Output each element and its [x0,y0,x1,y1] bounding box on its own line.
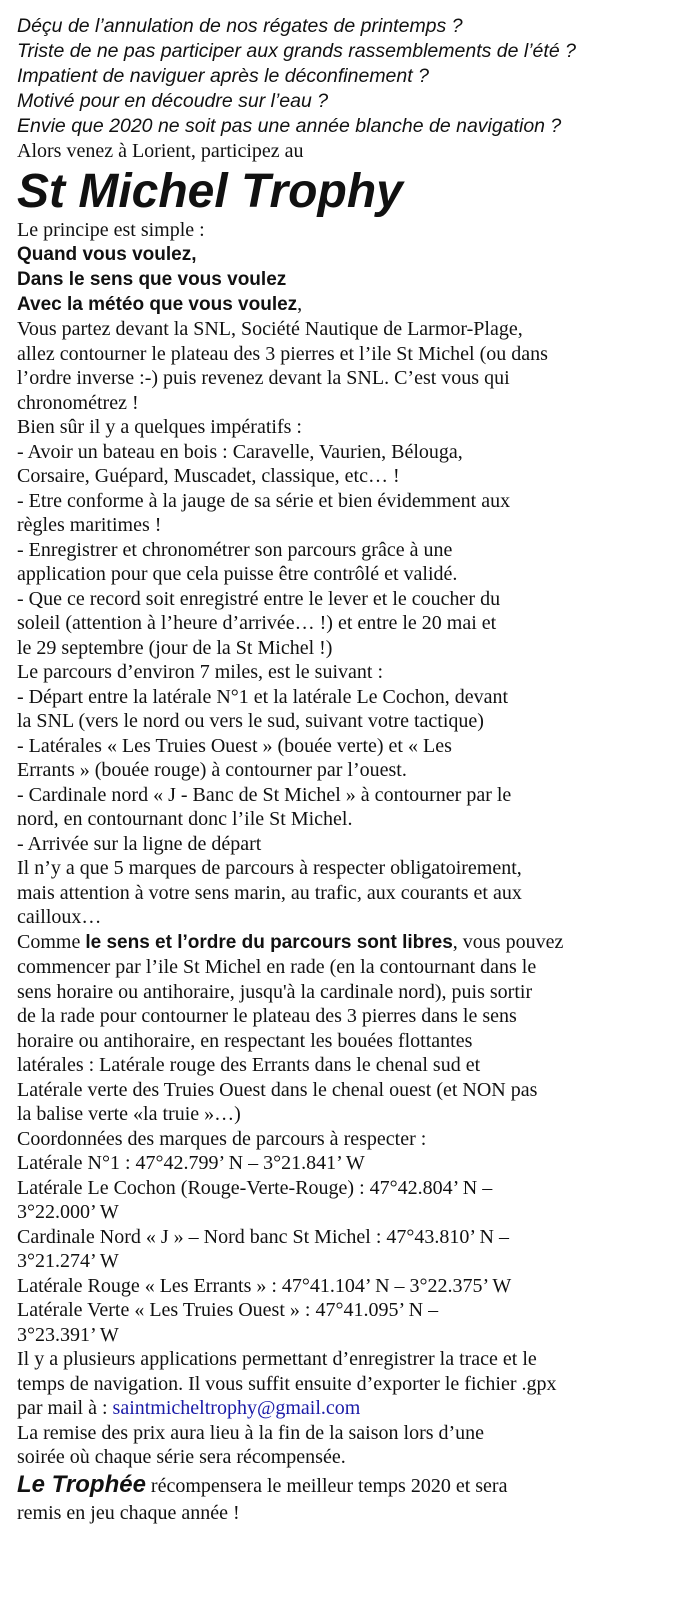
text-line: cailloux… [17,906,102,928]
text-line: - Avoir un bateau en bois : Caravelle, Vaurien, Bélouga, [17,440,463,463]
intro-line: Motivé pour en découdre sur l’eau ? [17,90,329,112]
text-line: La remise des prix aura lieu à la fin de la saison lors d’une [17,1421,485,1444]
coordinate-line: Latérale Verte « Les Truies Ouest » : 47°41.095’ N – [17,1299,439,1321]
text-line: horaire ou antihoraire, en respectant les bouées flottantes [17,1029,473,1052]
text-line: règles maritimes ! [17,514,162,536]
text-line: Latérale verte des Truies Ouest dans le chenal ouest (et NON pas [17,1078,538,1101]
text-line: - Etre conforme à la jauge de sa série et bien évidemment aux [17,489,511,512]
text-line: - Départ entre la latérale N°1 et la latérale Le Cochon, devant [17,685,509,708]
text-line: Coordonnées des marques de parcours à respecter : [17,1127,427,1150]
text-line: - Enregistrer et chronométrer son parcours grâce à une [17,538,453,561]
bold-rule: Avec la météo que vous voulez, [17,293,303,315]
page-title: St Michel Trophy [17,164,403,218]
text-line: - Arrivée sur la ligne de départ [17,832,262,855]
text-line: nord, en contournant donc l’ile St Michel. [17,808,353,830]
text-line: commencer par l’ile St Michel en rade (en la contournant dans le [17,956,537,978]
coordinate-line: Cardinale Nord « J » – Nord banc St Michel : 47°43.810’ N – [17,1225,509,1248]
principle-line: Le principe est simple : [17,218,205,241]
text-line: Vous partez devant la SNL, Société Nautique de Larmor-Plage, [17,318,523,340]
coordinate-line: Latérale Le Cochon (Rouge-Verte-Rouge) : 47°42.804’ N – [17,1176,493,1199]
intro-questions [17,14,687,139]
intro-line: Impatient de naviguer après le déconfinement ? [17,65,429,87]
trophee-line: Le Trophée récompensera le meilleur temps 2020 et sera [17,1470,508,1498]
intro-line: Déçu de l’annulation de nos régates de printemps ? [17,15,463,37]
flyer-document [17,14,687,1525]
text-line: remis en jeu chaque année ! [17,1501,240,1524]
text-line: Corsaire, Guépard, Muscadet, classique, etc… ! [17,465,400,487]
bold-rule: Quand vous voulez, [17,244,197,265]
text-line: sens horaire ou antihoraire, jusqu'à la cardinale nord), puis sortir [17,980,533,1003]
invite-line: Alors venez à Lorient, participez au [17,140,304,162]
text-line: application pour que cela puisse être contrôlé et validé. [17,563,458,585]
coordinate-line: Latérale Rouge « Les Errants » : 47°41.104’ N – 3°22.375’ W [17,1274,512,1297]
coordinate-line: 3°21.274’ W [17,1250,119,1272]
email-link[interactable]: saintmicheltrophy@gmail.com [112,1397,361,1419]
text-line: Le parcours d’environ 7 miles, est le suivant : [17,661,384,683]
text-line: - Que ce record soit enregistré entre le lever et le coucher du [17,587,501,610]
text-line: chronométrez ! [17,391,139,414]
coordinate-line: 3°22.000’ W [17,1201,119,1223]
text-line: allez contourner le plateau des 3 pierres et l’ile St Michel (ou dans [17,342,548,365]
bold-rule: Dans le sens que vous voulez [17,269,287,290]
coordinate-line: Latérale N°1 : 47°42.799’ N – 3°21.841’ W [17,1152,365,1174]
comme-bold: le sens et l’ordre du parcours sont libres [85,931,453,953]
coordinate-line: 3°23.391’ W [17,1323,119,1346]
trophee-heading: Le Trophée [17,1470,146,1498]
text-line: Errants » (bouée rouge) à contourner par l’ouest. [17,759,407,781]
text-line: de la rade pour contourner le plateau des 3 pierres dans le sens [17,1005,517,1027]
text-line: Il y a plusieurs applications permettant d’enregistrer la trace et le [17,1348,537,1370]
mail-line: par mail à : saintmicheltrophy@gmail.com [17,1397,361,1419]
text-line: temps de navigation. Il vous suffit ensuite d’exporter le fichier .gpx [17,1372,557,1395]
comme-line: Comme le sens et l’ordre du parcours sont libres, vous pouvez [17,930,564,953]
bold-rules [17,242,687,317]
text-line: Il n’y a que 5 marques de parcours à respecter obligatoirement, [17,857,522,879]
text-line: le 29 septembre (jour de la St Michel !) [17,636,333,659]
text-line: - Latérales « Les Truies Ouest » (bouée verte) et « Les [17,734,452,757]
text-line: la balise verte «la truie »…) [17,1103,241,1125]
text-line: soleil (attention à l’heure d’arrivée… !) et entre le 20 mai et [17,612,497,634]
text-line: la SNL (vers le nord ou vers le sud, suivant votre tactique) [17,710,484,732]
intro-line: Envie que 2020 ne soit pas une année blanche de navigation ? [17,115,562,137]
text-line: latérales : Latérale rouge des Errants dans le chenal sud et [17,1054,481,1076]
text-line: - Cardinale nord « J - Banc de St Michel » à contourner par le [17,783,512,806]
text-line: soirée où chaque série sera récompensée. [17,1446,346,1468]
intro-line: Triste de ne pas participer aux grands rassemblements de l’été ? [17,40,576,62]
body-section-1 [17,317,687,1525]
text-line: l’ordre inverse :-) puis revenez devant la SNL. C’est vous qui [17,367,510,389]
text-line: Bien sûr il y a quelques impératifs : [17,416,302,438]
text-line: mais attention à votre sens marin, au trafic, aux courants et aux [17,881,522,904]
